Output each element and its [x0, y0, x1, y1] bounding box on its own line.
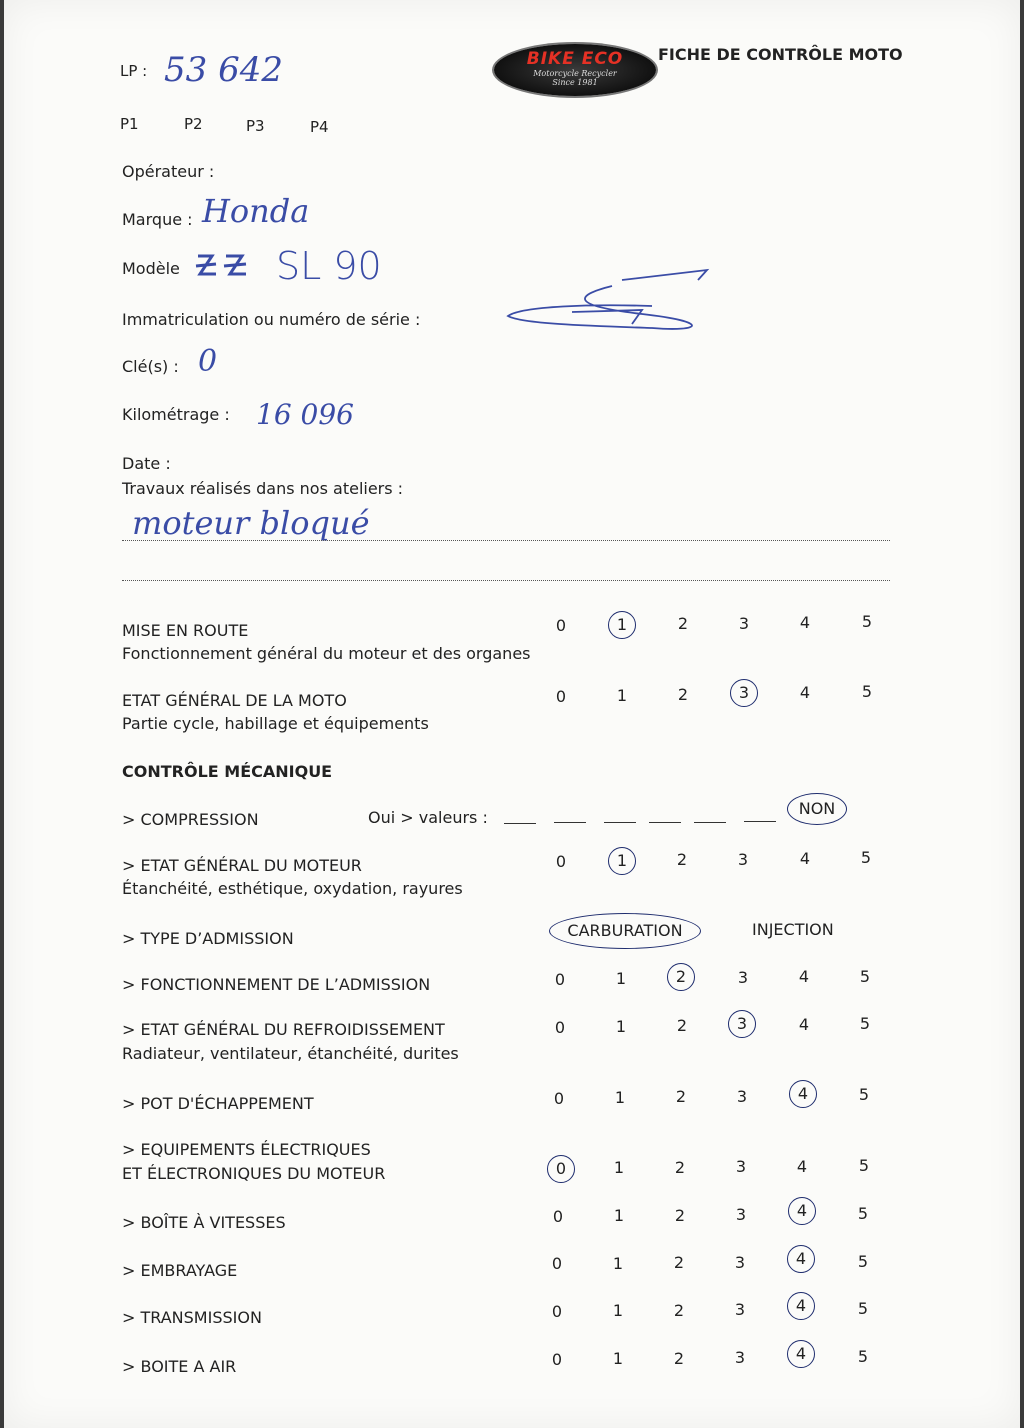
score-1-selected[interactable]: 1: [608, 611, 636, 639]
score-4-selected[interactable]: 4: [787, 1292, 815, 1320]
score-0[interactable]: 0: [551, 1254, 563, 1273]
mise-en-route-subtitle: Fonctionnement général du moteur et des organes: [122, 644, 531, 663]
valeur-blank[interactable]: [649, 822, 681, 823]
transmission-label: > TRANSMISSION: [122, 1308, 262, 1327]
score-1[interactable]: 1: [612, 1254, 624, 1273]
form-title: FICHE DE CONTRÔLE MOTO: [658, 45, 903, 64]
score-5[interactable]: 5: [861, 682, 873, 701]
carburation-option-selected[interactable]: CARBURATION: [549, 913, 701, 949]
travaux-label: Travaux réalisés dans nos ateliers :: [122, 479, 404, 498]
strikeout-scribble-icon: [192, 248, 262, 288]
inspection-sheet: [4, 0, 1020, 1428]
boite-vitesses-label: > BOÎTE À VITESSES: [122, 1213, 286, 1232]
score-1[interactable]: 1: [615, 1017, 627, 1036]
fonct-admission-label: > FONCTIONNEMENT DE L’ADMISSION: [122, 975, 431, 994]
position-p1: P1: [120, 115, 139, 133]
electrique-label-line1: > EQUIPEMENTS ÉLECTRIQUES: [122, 1140, 371, 1159]
valeur-blank[interactable]: [694, 822, 726, 823]
score-1[interactable]: 1: [612, 1301, 624, 1320]
electrique-label-line2: ET ÉLECTRONIQUES DU MOTEUR: [122, 1164, 386, 1183]
score-3[interactable]: 3: [735, 1157, 747, 1176]
controle-heading: CONTRÔLE MÉCANIQUE: [122, 762, 333, 781]
refroidissement-subtitle: Radiateur, ventilateur, étanchéité, durites: [122, 1044, 459, 1063]
date-label: Date :: [122, 454, 171, 473]
score-3[interactable]: 3: [738, 614, 750, 633]
score-0[interactable]: 0: [554, 1018, 566, 1037]
score-5[interactable]: 5: [858, 1156, 870, 1175]
compression-non-selected[interactable]: NON: [787, 793, 847, 825]
lp-label: LP :: [120, 62, 148, 80]
score-4-selected[interactable]: 4: [788, 1197, 816, 1225]
lp-value: 53 642: [164, 50, 283, 90]
bike-eco-logo: BIKE ECO Motorcycle Recycler Since 1981: [494, 44, 656, 96]
score-2-selected[interactable]: 2: [667, 963, 695, 991]
modele-value: SL 90: [276, 244, 382, 288]
score-5[interactable]: 5: [860, 848, 872, 867]
type-admission-label: > TYPE D’ADMISSION: [122, 929, 294, 948]
score-1[interactable]: 1: [613, 1206, 625, 1225]
score-2[interactable]: 2: [677, 614, 689, 633]
pot-echappement-label: > POT D'ÉCHAPPEMENT: [122, 1094, 314, 1113]
score-3[interactable]: 3: [737, 968, 749, 987]
position-p3: P3: [246, 117, 265, 135]
score-3[interactable]: 3: [735, 1205, 747, 1224]
valeur-blank[interactable]: [504, 823, 536, 824]
position-p4: P4: [310, 118, 329, 136]
score-4-selected[interactable]: 4: [789, 1080, 817, 1108]
score-3[interactable]: 3: [734, 1253, 746, 1272]
score-1[interactable]: 1: [612, 1349, 624, 1368]
score-0[interactable]: 0: [553, 1089, 565, 1108]
score-0[interactable]: 0: [555, 852, 567, 871]
score-1[interactable]: 1: [615, 969, 627, 988]
score-2[interactable]: 2: [673, 1349, 685, 1368]
score-2[interactable]: 2: [673, 1253, 685, 1272]
mise-en-route-title: MISE EN ROUTE: [122, 621, 249, 640]
score-5[interactable]: 5: [859, 1014, 871, 1033]
etat-moto-title: ETAT GÉNÉRAL DE LA MOTO: [122, 691, 347, 710]
score-1[interactable]: 1: [614, 1088, 626, 1107]
score-5[interactable]: 5: [857, 1299, 869, 1318]
immatriculation-label: Immatriculation ou numéro de série :: [122, 310, 421, 329]
valeur-blank[interactable]: [554, 822, 586, 823]
score-5[interactable]: 5: [858, 1085, 870, 1104]
compression-label: > COMPRESSION: [122, 810, 259, 829]
cles-value: 0: [198, 344, 218, 379]
modele-label: Modèle: [122, 259, 180, 278]
score-3[interactable]: 3: [737, 850, 749, 869]
score-4-selected[interactable]: 4: [787, 1340, 815, 1368]
etat-moto-subtitle: Partie cycle, habillage et équipements: [122, 714, 429, 733]
compression-oui-label: Oui > valeurs :: [368, 808, 488, 827]
operateur-label: Opérateur :: [122, 162, 215, 181]
score-5[interactable]: 5: [861, 612, 873, 631]
kilometrage-label: Kilométrage :: [122, 405, 230, 424]
score-0[interactable]: 0: [551, 1350, 563, 1369]
score-0[interactable]: 0: [555, 616, 567, 635]
cles-label: Clé(s) :: [122, 357, 179, 376]
score-4[interactable]: 4: [798, 1015, 810, 1034]
score-5[interactable]: 5: [857, 1204, 869, 1223]
etat-moteur-label: > ETAT GÉNÉRAL DU MOTEUR: [122, 856, 362, 875]
valeur-blank[interactable]: [744, 821, 776, 822]
score-2[interactable]: 2: [675, 1087, 687, 1106]
score-3[interactable]: 3: [734, 1300, 746, 1319]
score-4[interactable]: 4: [798, 967, 810, 986]
marque-value: Honda: [202, 192, 310, 230]
score-5[interactable]: 5: [857, 1252, 869, 1271]
score-5[interactable]: 5: [857, 1347, 869, 1366]
position-p2: P2: [184, 115, 203, 133]
score-1-selected[interactable]: 1: [608, 847, 636, 875]
etat-moteur-subtitle: Étanchéité, esthétique, oxydation, rayures: [122, 879, 463, 898]
valeur-blank[interactable]: [604, 822, 636, 823]
score-0-selected[interactable]: 0: [547, 1155, 575, 1183]
travaux-line-1: [122, 540, 890, 541]
embrayage-label: > EMBRAYAGE: [122, 1261, 238, 1280]
score-2[interactable]: 2: [676, 850, 688, 869]
score-2[interactable]: 2: [674, 1158, 686, 1177]
score-0[interactable]: 0: [552, 1207, 564, 1226]
score-2[interactable]: 2: [674, 1206, 686, 1225]
score-1[interactable]: 1: [616, 686, 628, 705]
score-4[interactable]: 4: [796, 1157, 808, 1176]
score-0[interactable]: 0: [551, 1302, 563, 1321]
score-0[interactable]: 0: [554, 970, 566, 989]
score-1[interactable]: 1: [613, 1158, 625, 1177]
refroidissement-label: > ETAT GÉNÉRAL DU REFROIDISSEMENT: [122, 1020, 445, 1039]
score-2[interactable]: 2: [677, 685, 689, 704]
score-0[interactable]: 0: [555, 687, 567, 706]
kilometrage-value: 16 096: [256, 398, 354, 431]
score-4[interactable]: 4: [799, 613, 811, 632]
score-2[interactable]: 2: [676, 1016, 688, 1035]
injection-option[interactable]: INJECTION: [752, 920, 834, 939]
handwritten-signature-icon: [502, 266, 718, 338]
travaux-value: moteur bloqué: [132, 504, 370, 542]
boite-air-label: > BOITE A AIR: [122, 1357, 237, 1376]
score-2[interactable]: 2: [673, 1301, 685, 1320]
score-3[interactable]: 3: [734, 1348, 746, 1367]
travaux-line-2: [122, 580, 890, 581]
marque-label: Marque :: [122, 210, 193, 229]
score-4-selected[interactable]: 4: [787, 1245, 815, 1273]
score-5[interactable]: 5: [859, 967, 871, 986]
score-4[interactable]: 4: [799, 849, 811, 868]
score-3-selected[interactable]: 3: [728, 1010, 756, 1038]
score-3[interactable]: 3: [736, 1087, 748, 1106]
score-3-selected[interactable]: 3: [730, 679, 758, 707]
score-4[interactable]: 4: [799, 683, 811, 702]
